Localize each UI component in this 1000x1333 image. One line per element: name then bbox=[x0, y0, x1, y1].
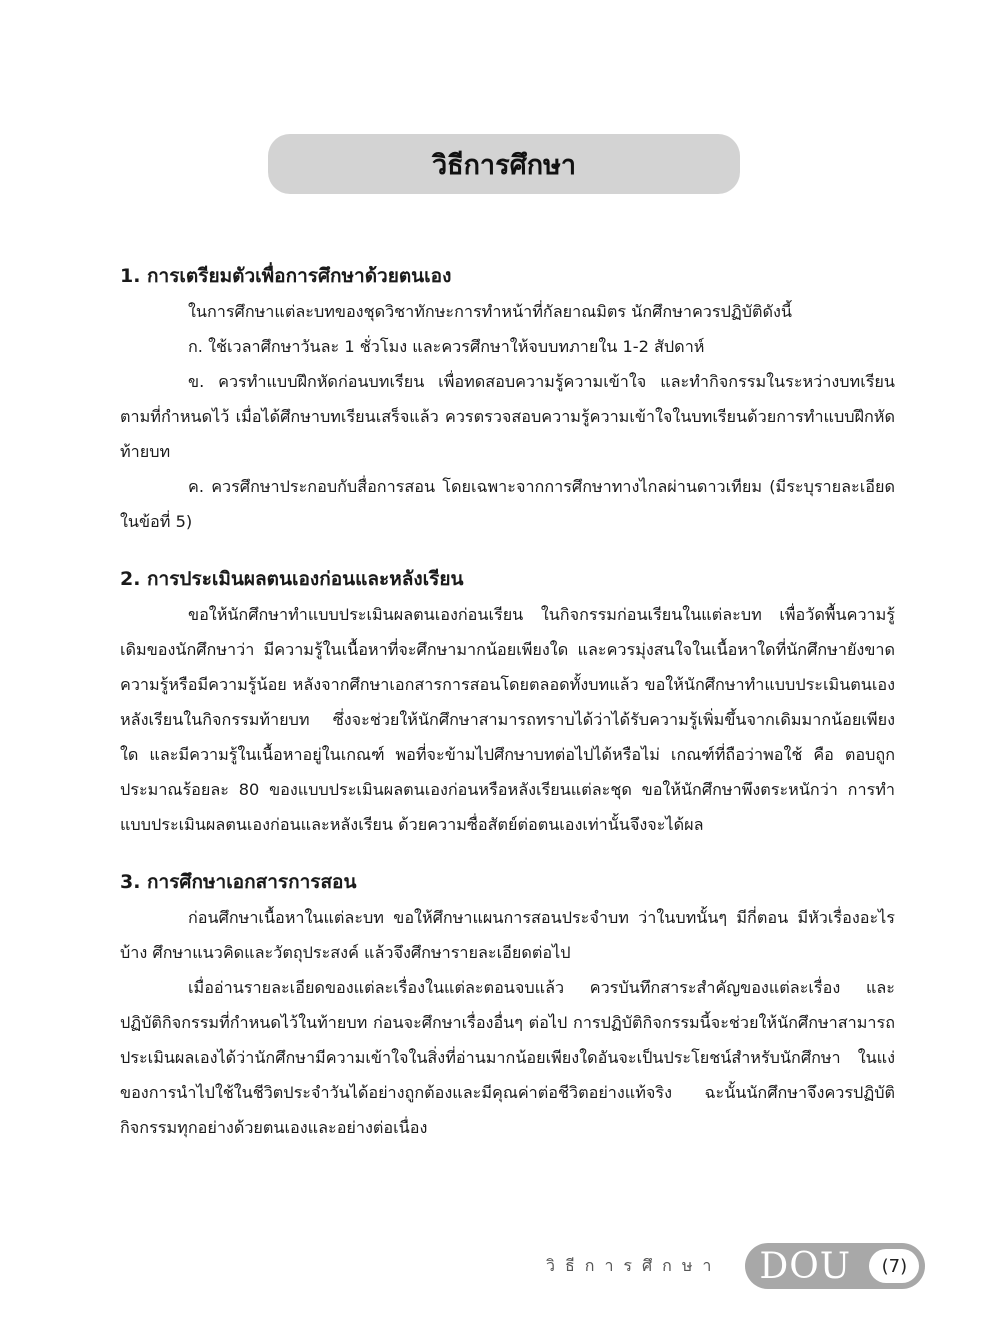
paragraph: ก. ใช้เวลาศึกษาวันละ 1 ชั่วโมง และควรศึกษาให้จบบทภายใน 1-2 สัปดาห์ bbox=[188, 337, 705, 356]
page-title-box bbox=[268, 134, 740, 194]
dou-logo: DOU bbox=[759, 1245, 852, 1287]
section-1 bbox=[120, 258, 895, 539]
paragraph: ก่อนศึกษาเนื้อหาในแต่ละบท ขอให้ศึกษาแผนการสอนประจำบท ว่าในบทนั้นๆ มีกี่ตอน มีหัวเรื่องอะไรบ้าง ศึกษาแนวคิดและวัตถุประสงค์ แล้วจึงศึกษารายละเอียดต่อไป bbox=[120, 908, 895, 962]
paragraph: ข. ควรทำแบบฝึกหัดก่อนบทเรียน เพื่อทดสอบความรู้ความเข้าใจ และทำกิจกรรมในระหว่างบทเรียนตามที่กำหนดไว้ เมื่อได้ศึกษาบทเรียนเสร็จแล้ว ควรตรวจสอบความรู้ความเข้าใจในบทเรียนด้วยการทำแบบฝึกหัดท้ายบท bbox=[120, 372, 895, 461]
section-2 bbox=[120, 561, 895, 842]
footer-section-label: วิธีการศึกษา bbox=[546, 1255, 722, 1275]
paragraph: ในการศึกษาแต่ละบทของชุดวิชาทักษะการทำหน้าที่กัลยาณมิตร นักศึกษาควรปฏิบัติดังนี้ bbox=[188, 302, 792, 321]
section-heading: 1. การเตรียมตัวเพื่อการศึกษาด้วยตนเอง bbox=[120, 265, 452, 287]
paragraph: เมื่ออ่านรายละเอียดของแต่ละเรื่องในแต่ละตอนจบแล้ว ควรบันทึกสาระสำคัญของแต่ละเรื่อง และปฏิบัติกิจกรรมที่กำหนดไว้ในท้ายบท ก่อนจะศึกษาเรื่องอื่นๆ ต่อไป การปฏิบัติกิจกรรมนี้จะช่วยให้นักศึกษาสามารถประเมินผลเองได้ว่านักศึกษามีความเข้าใจในสิ่งที่อ่านมากน้อยเพียงใดอันจะเป็นประโยชน์สำหรับนักศึกษา ในแง่ของการนำไปใช้ในชีวิตประจำวันได้อย่างถูกต้องและมีคุณค่าต่อชีวิตอย่างแท้จริง ฉะนั้นนักศึกษาจึงควรปฏิบัติกิจกรรมทุกอย่างด้วยตนเองและอย่างต่อเนื่อง bbox=[120, 978, 895, 1137]
page-title: วิธีการศึกษา bbox=[431, 149, 577, 181]
section-heading: 3. การศึกษาเอกสารการสอน bbox=[120, 871, 357, 893]
section-heading: 2. การประเมินผลตนเองก่อนและหลังเรียน bbox=[120, 568, 464, 590]
paragraph: ค. ควรศึกษาประกอบกับสื่อการสอน โดยเฉพาะจากการศึกษาทางไกลผ่านดาวเทียม (มีระบุรายละเอียดในข้อที่ 5) bbox=[120, 477, 895, 531]
document-body bbox=[120, 258, 895, 1167]
paragraph: ขอให้นักศึกษาทำแบบประเมินผลตนเองก่อนเรียน ในกิจกรรมก่อนเรียนในแต่ละบท เพื่อวัดพื้นความรู้เดิมของนักศึกษาว่า มีความรู้ในเนื้อหาที่จะศึกษามากน้อยเพียงใด และควรมุ่งสนใจในเนื้อหาใดที่นักศึกษายังขาดความรู้หรือมีความรู้น้อย หลังจากศึกษาเอกสารการสอนโดยตลอดทั้งบทแล้ว ขอให้นักศึกษาทำแบบประเมินตนเองหลังเรียนในกิจกรรมท้ายบท ซึ่งจะช่วยให้นักศึกษาสามารถทราบได้ว่าได้รับความรู้เพิ่มขึ้นจากเดิมมากน้อยเพียงใด และมีความรู้ในเนื้อหาอยู่ในเกณฑ์ พอที่จะข้ามไปศึกษาบทต่อไปได้หรือไม่ เกณฑ์ที่ถือว่าพอใช้ คือ ตอบถูกประมาณร้อยละ 80 ของแบบประเมินผลตนเองก่อนหรือหลังเรียนแต่ละชุด ขอให้นักศึกษาพึงตระหนักว่า การทำแบบประเมินผลตนเองก่อนและหลังเรียน ด้วยความซื่อสัตย์ต่อตนเองเท่านั้นจึงจะได้ผล bbox=[120, 605, 895, 834]
page-number: (7) bbox=[869, 1249, 919, 1283]
page-footer bbox=[546, 1243, 925, 1289]
dou-badge bbox=[745, 1243, 925, 1289]
section-3 bbox=[120, 864, 895, 1145]
